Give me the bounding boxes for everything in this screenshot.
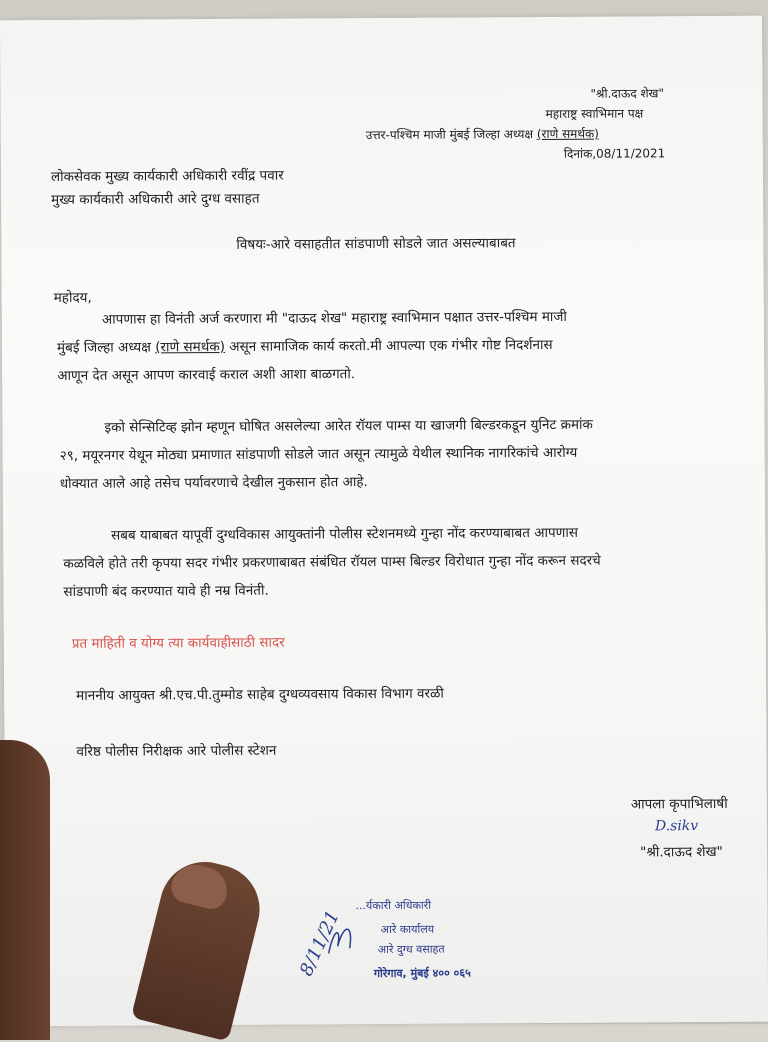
salutation: महोदय, — [53, 289, 92, 307]
sender-post-text: उत्तर-पश्चिम माजी मुंबई जिल्हा अध्यक्ष — [365, 127, 534, 143]
para3-line1: सबब याबाबत यापूर्वी दुग्धविकास आयुक्तांनी पोलीस स्टेशनमध्ये गुन्हा नोंद करण्याबाबत आपणास — [111, 524, 579, 544]
para1-line1: आपणास हा विनंती अर्ज करणारा मी "दाऊद शेख" महाराष्ट्र स्वाभिमान पक्षात उत्तर-पश्चिम माजी — [101, 308, 567, 328]
stamp-line-3: आरे दुग्ध वसाहत — [377, 942, 445, 957]
para1-line2 — [57, 335, 553, 356]
para2-line1: इको सेन्सिटिव्ह झोन म्हणून घोषित असलेल्या आरेत रॉयल पाम्स या खाजगी बिल्डरकडून युनिट क्रमांक — [104, 416, 593, 436]
copy-to-police: वरिष्ठ पोलीस निरीक्षक आरे पोलीस स्टेशन — [76, 742, 277, 760]
para2-line2: २९, मयूरनगर येथून मोठ्या प्रमाणात सांडपाणी सोडले जात असून त्यामुळे येथील स्थानिक नागरिकांचे आरोग्य — [59, 444, 578, 464]
copy-heading: प्रत माहिती व योग्य त्या कार्यवाहीसाठी सादर — [71, 634, 285, 652]
stamp-handwritten-date: 8/11/21 — [295, 907, 344, 980]
para1-rest: असून सामाजिक कार्य करतो.मी आपल्या एक गंभीर गोष्ट निदर्शनास — [229, 336, 553, 355]
copy-to-commissioner: माननीय आयुक्त श्री.एच.पी.तुम्मोड साहेब दुग्धव्यवसाय विकास विभाग वरळी — [76, 685, 444, 704]
closing-name: "श्री.दाऊद शेख" — [640, 843, 723, 861]
para3-line2: कळविले होते तरी कृपया सदर गंभीर प्रकरणाबाबत संबंधित रॉयल पाम्स बिल्डर विरोधात गुन्हा नोंद करून सदरचे — [63, 552, 601, 572]
para3-line3: सांडपाणी बंद करण्यात यावे ही नम्र विनंती. — [63, 582, 269, 600]
stamp-line-4: गोरेगाव, मुंबई ४०० ०६५ — [373, 966, 471, 981]
para1-post: मुंबई जिल्हा अध्यक्ष — [56, 339, 151, 356]
para1-tag: (राणे समर्थक) — [155, 338, 226, 356]
thumb-overlay — [0, 740, 50, 1040]
letter-page — [0, 16, 768, 1027]
closing-phrase: आपला कृपाभिलाषी — [630, 795, 728, 813]
recipient-line-2: मुख्य कार्यकारी अधिकारी आरे दुग्ध वसाहत — [51, 190, 260, 209]
sender-post-tag: (राणे समर्थक) — [536, 126, 599, 142]
recipient-line-1: लोकसेवक मुख्य कार्यकारी अधिकारी रवींद्र पवार — [50, 167, 284, 186]
para2-line3: धोक्यात आले आहे तसेच पर्यावरणाचे देखील नुकसान होत आहे. — [59, 474, 368, 492]
letter-subject: विषयः-आरे वसाहतीत सांडपाणी सोडले जात असल्याबाबत — [236, 235, 516, 253]
stamp-line-1: ...र्यकारी अधिकारी — [355, 898, 432, 913]
sender-name: "श्री.दाऊद शेख" — [590, 86, 665, 101]
para1-line3: आणून देत असून आपण कारवाई कराल अशी आशा बाळगतो. — [57, 366, 356, 384]
sender-post — [366, 125, 599, 143]
stamp-scribble-icon — [323, 918, 363, 958]
stamp-line-2: आरे कार्यालय — [380, 922, 435, 937]
letter-date: दिनांक,08/11/2021 — [563, 146, 666, 161]
sender-org: महाराष्ट्र स्वाभिमान पक्ष — [545, 106, 644, 121]
handwritten-signature: D.sikv — [654, 818, 699, 835]
